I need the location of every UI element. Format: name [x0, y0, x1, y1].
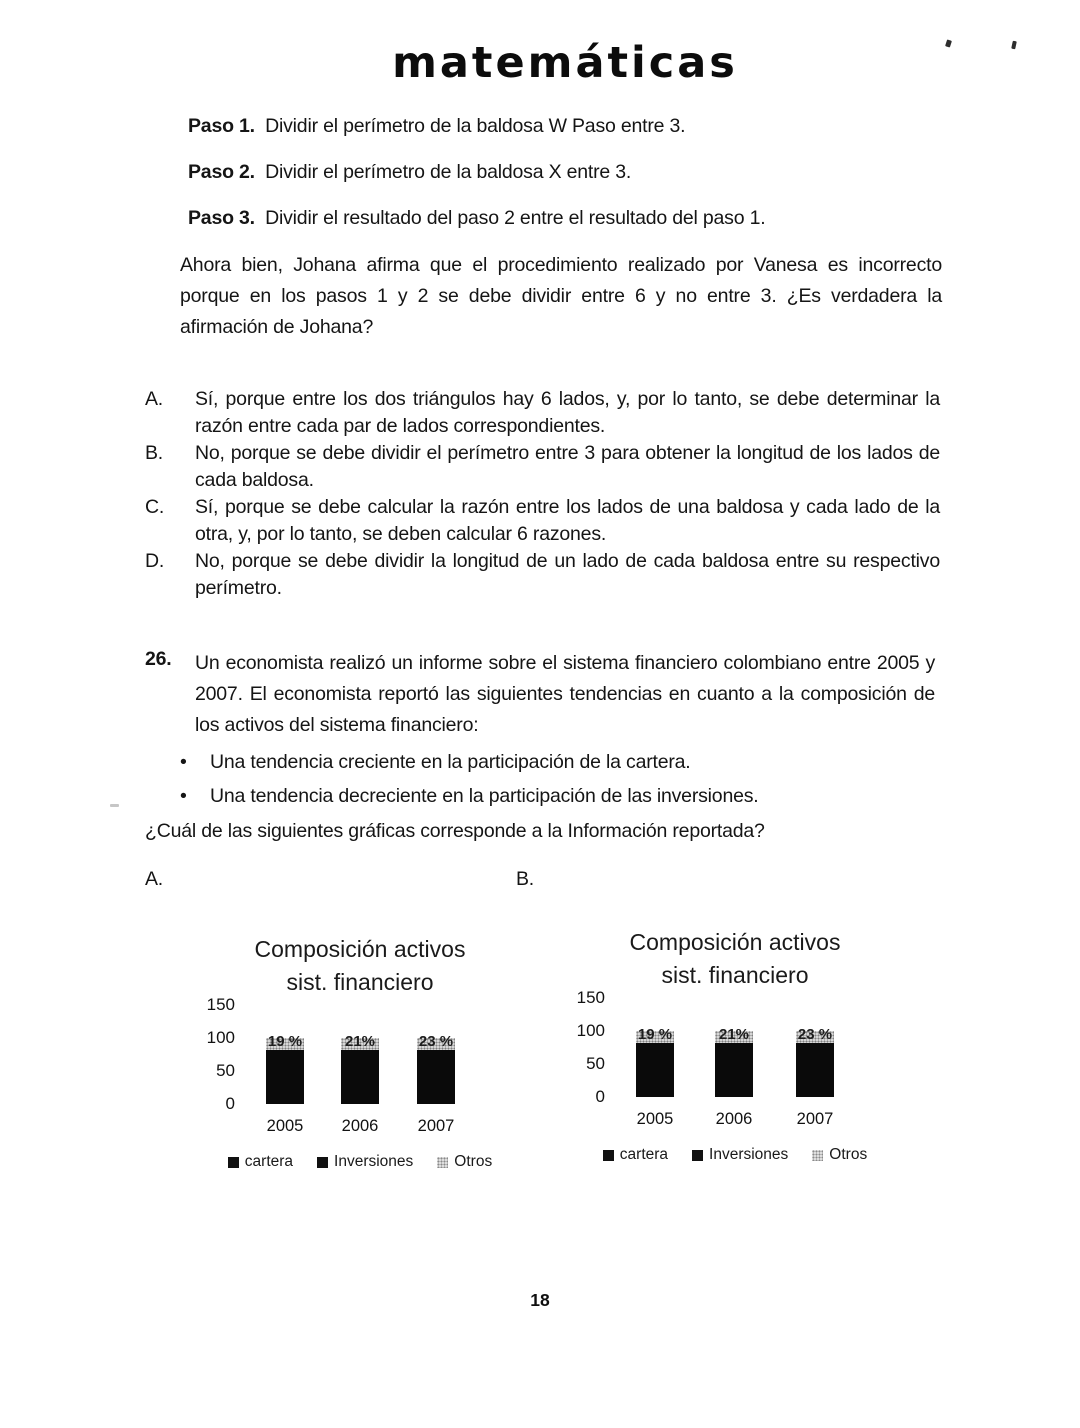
step-row: [188, 112, 765, 141]
option-letter: A.: [145, 388, 164, 410]
bar-group-2007: [784, 1026, 846, 1128]
step-text: Dividir el perímetro de la baldosa X entre 3.: [265, 161, 632, 183]
bar-group-2006: [703, 1026, 765, 1128]
scan-speck: [110, 804, 119, 807]
legend-label: Inversiones: [709, 1146, 789, 1163]
options-list: [145, 386, 940, 602]
option-text: Sí, porque se debe calcular la razón entre los lados de una baldosa y cada lado de la otra, y, por lo tanto, se deben calcular 6 razones.: [195, 496, 940, 545]
x-axis-label: 2006: [715, 1110, 753, 1128]
steps-list: [188, 112, 765, 250]
bullet-text: Una tendencia decreciente en la participación de las inversiones.: [210, 785, 759, 807]
choice-b-label: B.: [516, 868, 535, 890]
bar-group-2005: [254, 1033, 316, 1135]
page-number: 18: [530, 1290, 550, 1310]
y-axis-tick: 50: [586, 1054, 605, 1073]
bar-value-label: 23 %: [797, 1026, 833, 1043]
legend-label: Otros: [454, 1153, 493, 1170]
intro-paragraph: Ahora bien, Johana afirma que el procedimiento realizado por Vanesa es incorrecto porque en los pasos 1 y 2 se debe dividir entre 6 y no entre 3. ¿Es verdadera la afirmación de Johana?: [180, 254, 942, 338]
bar-value-label: 21%: [344, 1033, 376, 1050]
option-row-c: [145, 494, 940, 548]
bullet-list: [180, 745, 759, 813]
chart-legend: [575, 1146, 895, 1164]
y-axis-tick: 100: [206, 1028, 235, 1047]
bar-value-label: 19 %: [267, 1033, 303, 1050]
x-axis-label: 2006: [341, 1117, 379, 1135]
y-axis-tick: 150: [576, 988, 605, 1007]
legend-swatch-cartera-icon: [228, 1157, 239, 1168]
legend-label: cartera: [619, 1146, 669, 1163]
y-axis-tick: 150: [206, 995, 235, 1014]
step-label: Paso 1.: [188, 115, 255, 137]
legend-item: [317, 1153, 413, 1171]
option-text: No, porque se debe dividir la longitud de un lado de cada baldosa entre su respectivo perímetro.: [195, 550, 940, 599]
legend-swatch-inversiones-icon: [317, 1157, 328, 1168]
option-row-d: [145, 548, 940, 602]
y-axis-tick: 100: [576, 1021, 605, 1040]
option-letter: C.: [145, 496, 165, 518]
option-letter: D.: [145, 550, 165, 572]
chart-title: [575, 926, 895, 992]
legend-item: [603, 1146, 668, 1164]
y-axis-tick: 0: [225, 1094, 235, 1113]
legend-item: [692, 1146, 788, 1164]
chart-title: [205, 933, 515, 999]
question-text: Un economista realizó un informe sobre el sistema financiero colombiano entre 2005 y 2007. El economista reportó las siguientes tendencias en cuanto a la composición de los activos del sistema financiero:: [195, 652, 935, 736]
chart-title-line2: sist. financiero: [661, 962, 809, 988]
option-text: Sí, porque entre los dos triángulos hay 6 lados, y, por lo tanto, se debe determinar la razón entre cada par de lados correspondientes.: [195, 388, 940, 437]
chart-title-line1: Composición activos: [629, 929, 841, 955]
chart-title-line2: sist. financiero: [286, 969, 434, 995]
page-title: matemáticas: [392, 38, 738, 88]
y-axis-tick: 50: [216, 1061, 235, 1080]
bullet-icon: •: [180, 785, 187, 807]
step-row: [188, 204, 765, 233]
question-26: [145, 648, 935, 741]
option-row-a: [145, 386, 940, 440]
step-text: Dividir el resultado del paso 2 entre el resultado del paso 1.: [265, 207, 766, 229]
legend-swatch-otros-icon: [437, 1157, 448, 1168]
legend-item: [228, 1153, 293, 1171]
y-axis-tick: 0: [595, 1087, 605, 1106]
chart-legend: [205, 1153, 515, 1171]
legend-swatch-inversiones-icon: [692, 1150, 703, 1161]
legend-item: [812, 1146, 867, 1164]
bar-group-2005: [624, 1026, 686, 1128]
step-row: [188, 158, 765, 187]
bullet-icon: •: [180, 751, 187, 773]
x-axis-label: 2005: [636, 1110, 674, 1128]
step-label: Paso 3.: [188, 207, 255, 229]
question-prompt: ¿Cuál de las siguientes gráficas corresponde a la Información reportada?: [145, 820, 765, 842]
option-row-b: [145, 440, 940, 494]
step-label: Paso 2.: [188, 161, 255, 183]
step-text: Dividir el perímetro de la baldosa W Paso entre 3.: [265, 115, 686, 137]
legend-item: [437, 1153, 492, 1171]
chart-b: [555, 918, 895, 1180]
chart-a: [185, 925, 515, 1187]
bullet-text: Una tendencia creciente en la participación de la cartera.: [210, 751, 691, 773]
x-axis-label: 2007: [417, 1117, 455, 1135]
bullet-item: [180, 745, 759, 779]
chart-title-line1: Composición activos: [254, 936, 466, 962]
option-letter: B.: [145, 442, 164, 464]
x-axis-label: 2005: [266, 1117, 304, 1135]
legend-swatch-cartera-icon: [603, 1150, 614, 1161]
x-axis-label: 2007: [796, 1110, 834, 1128]
option-text: No, porque se debe dividir el perímetro entre 3 para obtener la longitud de los lados de cada baldosa.: [195, 442, 940, 491]
legend-label: Otros: [829, 1146, 868, 1163]
bar-group-2007: [405, 1033, 467, 1135]
bar-value-label: 23 %: [418, 1033, 454, 1050]
legend-swatch-otros-icon: [812, 1150, 823, 1161]
bullet-item: [180, 779, 759, 813]
legend-label: Inversiones: [334, 1153, 414, 1170]
bar-value-label: 21%: [718, 1026, 750, 1043]
legend-label: cartera: [244, 1153, 294, 1170]
question-number: 26.: [145, 648, 172, 670]
bar-group-2006: [329, 1033, 391, 1135]
bar-value-label: 19 %: [637, 1026, 673, 1043]
choice-a-label: A.: [145, 868, 164, 890]
